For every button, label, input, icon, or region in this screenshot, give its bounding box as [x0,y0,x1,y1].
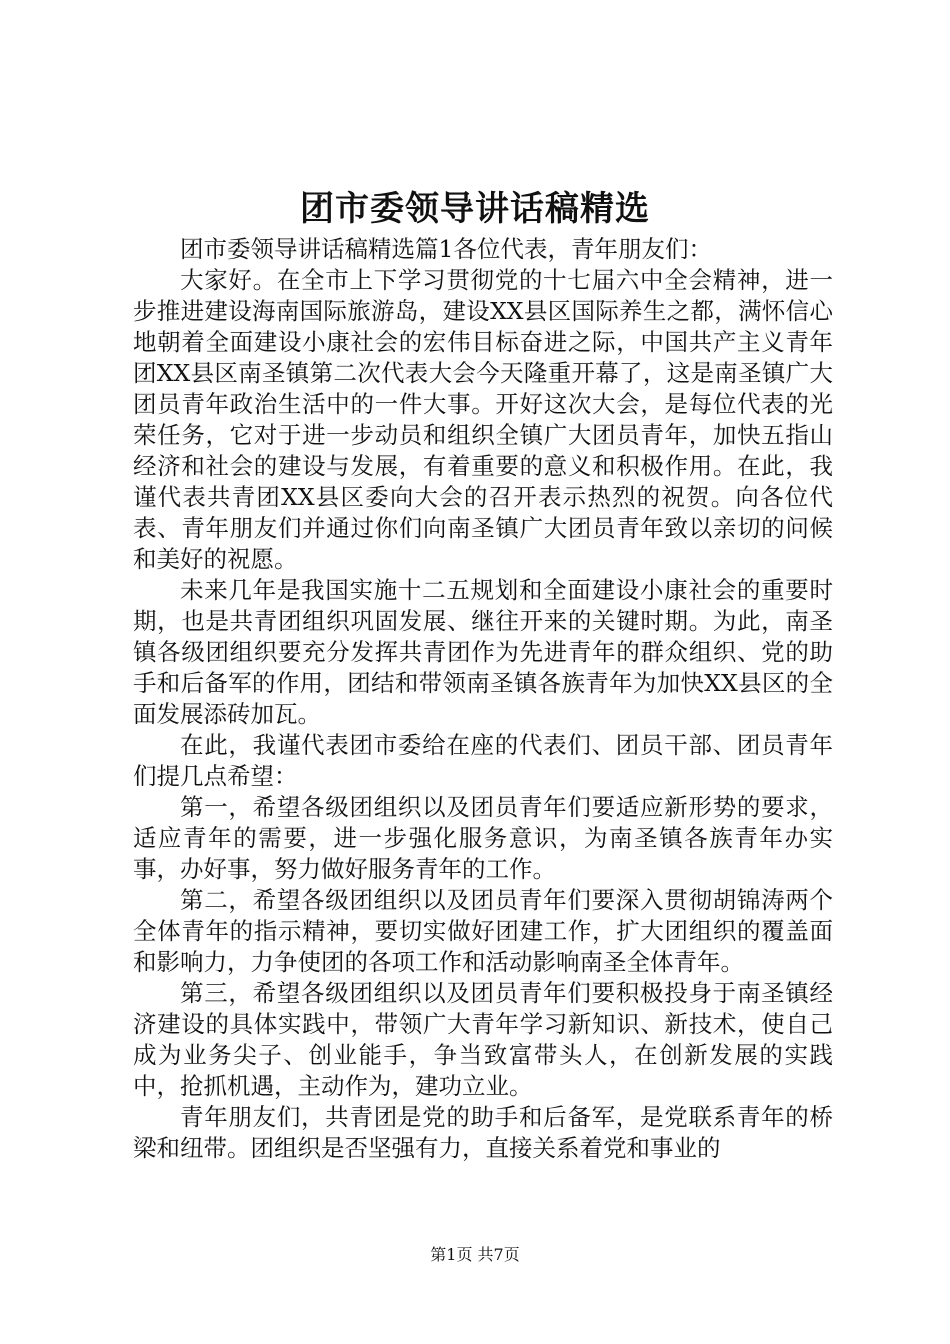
page-number-footer: 第1页 共7页 [430,1245,520,1264]
paragraph-hopes-intro: 在此，我谨代表团市委给在座的代表们、团员干部、团员青年们提几点希望： [133,731,833,790]
paragraph-hope-second: 第二，希望各级团组织以及团员青年们要深入贯彻胡锦涛两个全体青年的指示精神，要切实做好团建工作，扩大团组织的覆盖面和影响力，力争使团的各项工作和活动影响南圣全体青年。 [133,886,833,976]
document-title: 团市委领导讲话稿精选 [300,189,650,229]
paragraph-future: 未来几年是我国实施十二五规划和全面建设小康社会的重要时期，也是共青团组织巩固发展、继往开来的关键时期。为此，南圣镇各级团组织要充分发挥共青团作为先进青年的群众组织、党的助手和后备军的作用，团结和带领南圣镇各族青年为加快XX县区的全面发展添砖加瓦。 [133,576,833,728]
paragraph-hope-third: 第三，希望各级团组织以及团员青年们要积极投身于南圣镇经济建设的具体实践中，带领广大青年学习新知识、新技术，使自己成为业务尖子、创业能手，争当致富带头人，在创新发展的实践中，抢抓机遇，主动作为，建功立业。 [133,979,833,1100]
paragraph-hope-first: 第一，希望各级团组织以及团员青年们要适应新形势的要求，适应青年的需要，进一步强化服务意识，为南圣镇各族青年办实事，办好事，努力做好服务青年的工作。 [133,793,833,883]
paragraph-intro: 团市委领导讲话稿精选篇1各位代表，青年朋友们： [180,235,712,263]
paragraph-greeting: 大家好。在全市上下学习贯彻党的十七届六中全会精神，进一步推进建设海南国际旅游岛，建设XX县区国际养生之都，满怀信心地朝着全面建设小康社会的宏伟目标奋进之际，中国共产主义青年团XX县区南圣镇第二次代表大会今天隆重开幕了，这是南圣镇广大团员青年政治生活中的一件大事。开好这次大会，是每位代表的光荣任务，它对于进一步动员和组织全镇广大团员青年，加快五指山经济和社会的建设与发展，有着重要的意义和积极作用。在此，我谨代表共青团XX县区委向大会的召开表示热烈的祝贺。向各位代表、青年朋友们并通过你们向南圣镇广大团员青年致以亲切的问候和美好的祝愿。 [133,266,833,573]
paragraph-closing: 青年朋友们，共青团是党的助手和后备军，是党联系青年的桥梁和纽带。团组织是否坚强有力，直接关系着党和事业的 [133,1103,833,1162]
document-body [133,234,833,1164]
